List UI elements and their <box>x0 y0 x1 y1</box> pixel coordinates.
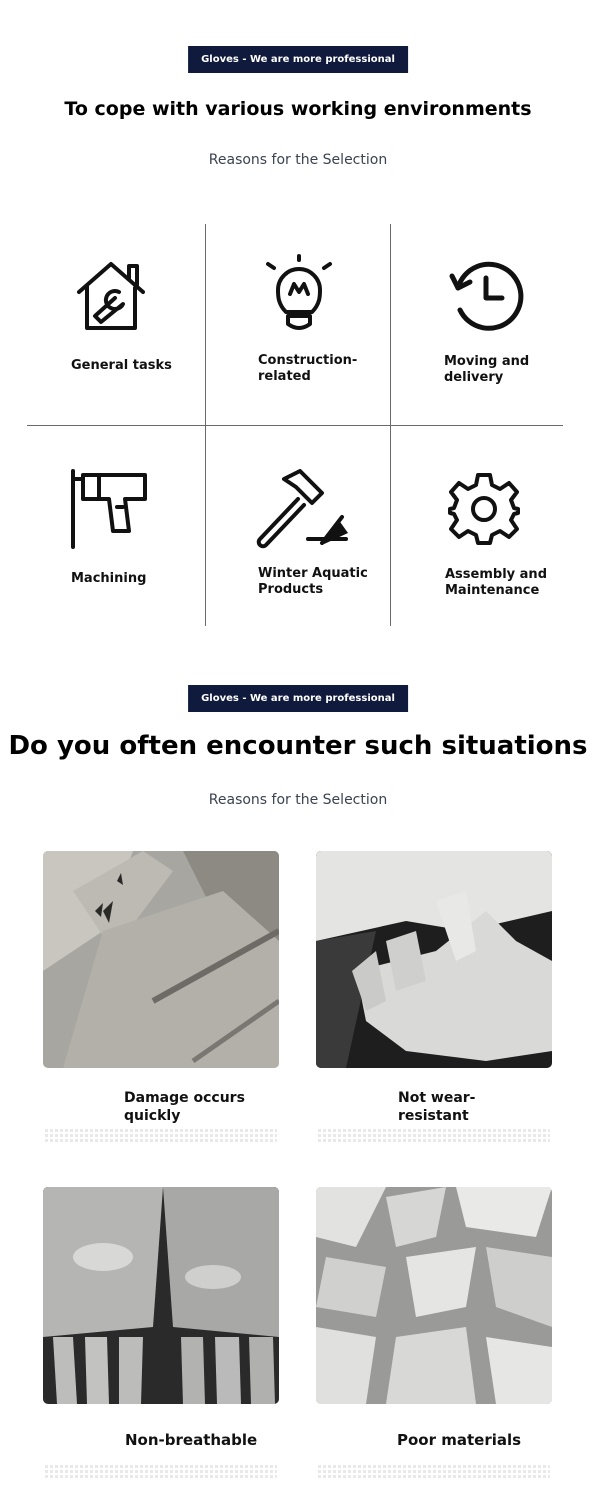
cotton-glove-photo <box>316 851 552 1068</box>
environment-item-machining <box>27 427 205 627</box>
environment-item-label: General tasks <box>71 358 172 373</box>
situation-label: Non-breathable <box>125 1431 258 1449</box>
sweaty-hands-photo <box>43 1187 279 1404</box>
environment-item-winter-aquatic <box>207 427 385 627</box>
lightbulb-icon <box>264 254 334 334</box>
foam-material-photo <box>316 1187 552 1404</box>
environment-item-moving <box>392 224 570 424</box>
worn-glove-photo <box>43 851 279 1068</box>
situation-label: Not wear- resistant <box>398 1090 476 1124</box>
fine-print <box>45 1465 277 1479</box>
fine-print <box>318 1465 550 1479</box>
clock-icon <box>448 258 524 334</box>
environment-item-assembly <box>392 427 570 627</box>
drill-icon <box>69 469 151 549</box>
fine-print <box>318 1129 550 1143</box>
section1-title: To cope with various working environments <box>64 98 532 120</box>
environment-item-label: Moving and delivery <box>444 354 530 385</box>
section1-subtitle: Reasons for the Selection <box>208 152 388 168</box>
section1-badge: Gloves - We are more professional <box>188 46 408 73</box>
environment-item-label: Construction- related <box>258 353 358 384</box>
house-wrench-icon <box>73 258 149 334</box>
section2-title: Do you often encounter such situations <box>8 731 588 761</box>
environment-item-construction <box>207 224 385 424</box>
environment-item-general-tasks <box>27 224 205 424</box>
section2-subtitle: Reasons for the Selection <box>208 792 388 808</box>
grid-divider <box>27 425 563 426</box>
gear-icon <box>446 471 522 547</box>
section2-badge: Gloves - We are more professional <box>188 685 408 712</box>
hammer-icon <box>252 469 352 549</box>
situation-label: Damage occurs quickly <box>124 1090 245 1124</box>
fine-print <box>45 1129 277 1143</box>
environment-item-label: Machining <box>71 571 147 586</box>
situation-label: Poor materials <box>397 1431 522 1449</box>
working-environment-grid <box>27 224 563 626</box>
environment-item-label: Assembly and Maintenance <box>445 567 547 598</box>
environment-item-label: Winter Aquatic Products <box>258 566 368 597</box>
